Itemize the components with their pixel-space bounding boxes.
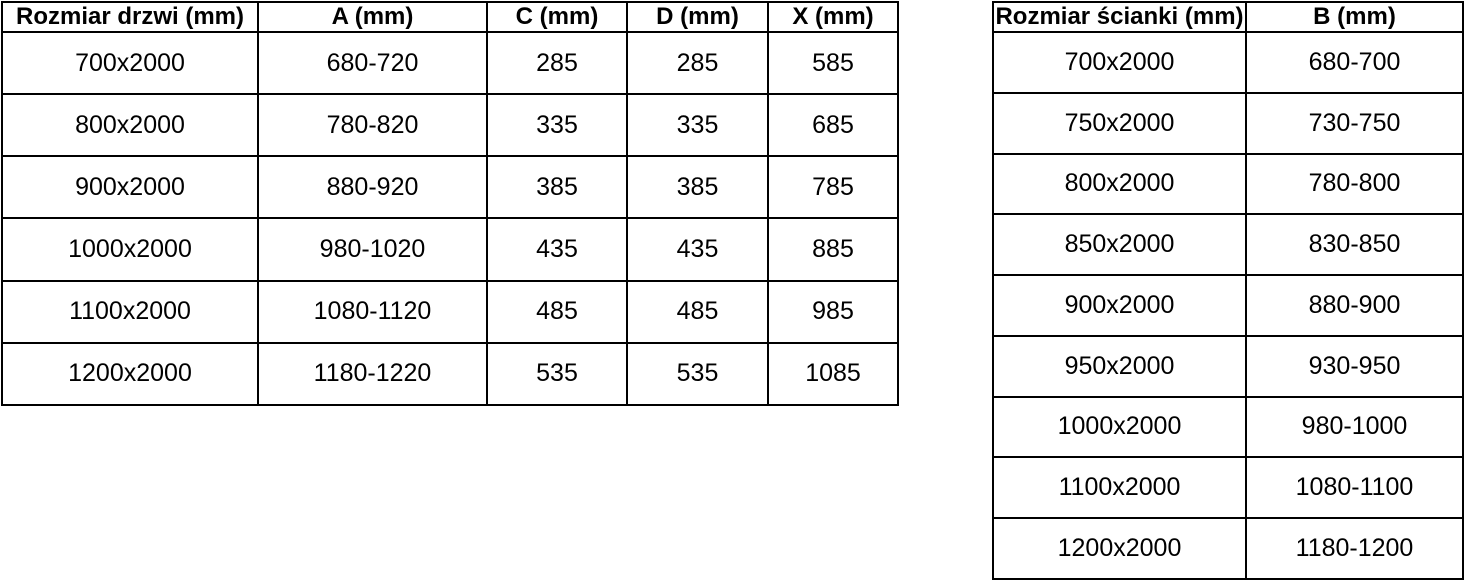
column-header-d: D (mm): [627, 2, 768, 32]
table-cell: 285: [487, 32, 627, 94]
table-cell: 1100x2000: [2, 281, 258, 343]
table-cell: 900x2000: [2, 156, 258, 218]
table-cell: 950x2000: [993, 336, 1246, 397]
table-cell: 1000x2000: [993, 397, 1246, 458]
table-cell: 930-950: [1246, 336, 1463, 397]
table-row: [2, 156, 898, 218]
table-row: [2, 343, 898, 405]
table-cell: 685: [768, 94, 898, 156]
wall-panel-size-table: [992, 1, 1464, 580]
table-cell: 730-750: [1246, 93, 1463, 154]
table-cell: 535: [487, 343, 627, 405]
table-cell: 385: [487, 156, 627, 218]
table-row: [993, 518, 1463, 579]
table-cell: 1100x2000: [993, 457, 1246, 518]
table-cell: 285: [627, 32, 768, 94]
table-row: [993, 336, 1463, 397]
table-cell: 1200x2000: [2, 343, 258, 405]
column-header-x: X (mm): [768, 2, 898, 32]
column-header-a: A (mm): [258, 2, 487, 32]
table-cell: 1200x2000: [993, 518, 1246, 579]
table-cell: 830-850: [1246, 214, 1463, 275]
table-cell: 980-1020: [258, 218, 487, 280]
table-cell: 880-920: [258, 156, 487, 218]
table-cell: 1000x2000: [2, 218, 258, 280]
column-header-rozmiar-scianki: Rozmiar ścianki (mm): [993, 2, 1246, 32]
table-header-row: [993, 2, 1463, 32]
table-cell: 485: [627, 281, 768, 343]
table-cell: 980-1000: [1246, 397, 1463, 458]
table-cell: 1080-1120: [258, 281, 487, 343]
table-cell: 900x2000: [993, 275, 1246, 336]
table-cell: 850x2000: [993, 214, 1246, 275]
table-row: [993, 214, 1463, 275]
table-cell: 335: [627, 94, 768, 156]
table-cell: 335: [487, 94, 627, 156]
table-cell: 780-820: [258, 94, 487, 156]
table-cell: 800x2000: [993, 154, 1246, 215]
table-row: [993, 32, 1463, 93]
table-cell: 385: [627, 156, 768, 218]
table-row: [2, 218, 898, 280]
table-cell: 585: [768, 32, 898, 94]
table-cell: 1180-1200: [1246, 518, 1463, 579]
table-cell: 700x2000: [2, 32, 258, 94]
table-row: [2, 32, 898, 94]
table-cell: 780-800: [1246, 154, 1463, 215]
table-row: [993, 275, 1463, 336]
table-cell: 985: [768, 281, 898, 343]
table-row: [993, 93, 1463, 154]
table-row: [993, 457, 1463, 518]
column-header-c: C (mm): [487, 2, 627, 32]
table-cell: 1085: [768, 343, 898, 405]
table-header-row: [2, 2, 898, 32]
table-cell: 680-720: [258, 32, 487, 94]
column-header-rozmiar-drzwi: Rozmiar drzwi (mm): [2, 2, 258, 32]
table-cell: 435: [487, 218, 627, 280]
table-row: [993, 397, 1463, 458]
table-cell: 1180-1220: [258, 343, 487, 405]
table-cell: 785: [768, 156, 898, 218]
column-header-b: B (mm): [1246, 2, 1463, 32]
table-cell: 1080-1100: [1246, 457, 1463, 518]
table-row: [2, 281, 898, 343]
table-cell: 880-900: [1246, 275, 1463, 336]
door-size-table: [1, 1, 899, 406]
table-cell: 535: [627, 343, 768, 405]
table-cell: 885: [768, 218, 898, 280]
table-cell: 800x2000: [2, 94, 258, 156]
table-cell: 750x2000: [993, 93, 1246, 154]
table-row: [2, 94, 898, 156]
table-cell: 700x2000: [993, 32, 1246, 93]
table-cell: 680-700: [1246, 32, 1463, 93]
table-cell: 435: [627, 218, 768, 280]
table-cell: 485: [487, 281, 627, 343]
table-row: [993, 154, 1463, 215]
